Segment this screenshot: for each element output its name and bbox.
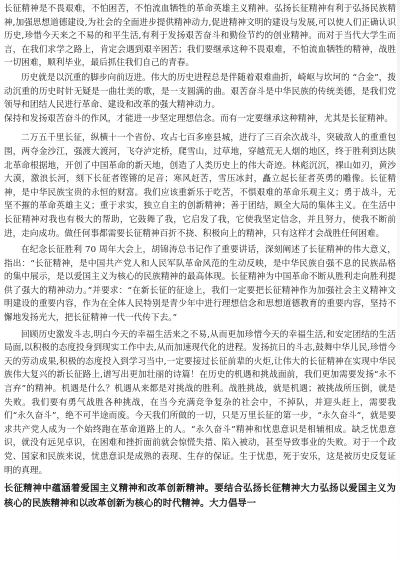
paragraph-4: 二万五千里长征，纵横十一个省份、攻占七百多座县城，进行了三百余次战斗，突破敌人的重重包围，两夺金沙江，强渡大渡河，飞夺泸定桥，爬雪山，过草地，穿越荒无人烟的地区，终于胜利到达陕北革命根据地，开创了中国革命的新天地，创造了人类历史上的伟大奇迹。林彪沉沉，裸山如刃，黄沙大漠，激浪长河，刻下长征者铿锵的足音；寒风赶苦，雪压冰封，矗立起长征者英勇的雕像。长征精神，是中华民族宝贵的永恒的财富。我们应该重新乐于吃苦，不惧艰难的革命乐观主义；勇于战斗，无坚不摧的革命英雄主义；重于求实，独立自主的创新精神；善于团结，顾全大局的集体主义。在生活中长征精神对我也有极大的帮助，它鼓舞了我，它启发了我，它使我坚定信念，并且努力，使我不断前进，走向成功。做任何事都需要长征精神百折不挠、积极向上的精神，只有这样才会战胜任何困难。 [4, 133, 396, 239]
highlight-paragraph: 长征精神中蕴涵着爱国主义精神和改革创新精神。要结合弘扬长征精神大力弘扬以爱国主义为核心的民族精神和以改革创新为核心的时代精神。大力倡导一 [4, 483, 396, 509]
paragraph-5: 在纪念长征胜利 70 周年大会上，胡锦涛总书记作了重要讲话，深刻阐述了长征精神的伟大意义，指出：“长征精神，是中国共产党人和人民军队革命风范的生动反映，是中华民族自强不息的民族品格的集中展示，是以爱国主义为核心的民族精神的最高体现。长征精神为中国革命不断从胜利走向胜利提供了强大的精神动力。”并要求：“在新长征的征途上，我们一定要把长征精神作为加强社会主义精神文明建设的重要内容，作为在全体人民特别是青少年中进行理想信念和思想道德教育的重要内容，坚持不懈地发扬光大，把长征精神一代一代传下去。” [4, 245, 396, 324]
document-page [4, 3, 396, 577]
paragraph-1: 长征精神是不畏艰难，不怕困苦，不怕流血牺牲的革命英雄主义精神。弘扬长征精神有利于弘扬民族精神,加强思想道德建设,为社会的全面进步提供精神动力,促进精神文明的建设与发展,可以使人们正确认识历史,珍惜今天来之不易的和平生活,有利于发扬艰苦奋斗和勤俭节约的创业精神。而对于当代大学生而言，在我们求学之路上，肯定会遇到艰辛困苦；我们要继承这种不畏艰难，不怕流血牺牲的精神，战胜一切困难，顺利毕业，最后抓住我们自己的青春。 [4, 4, 396, 69]
paragraph-2: 历史就是以沉重的脚步向前迈进。伟大的历史进程总是伴随着艰难曲折，崎岖与坎坷的 “合金”，拨动沉重的历史时针无疑是一曲壮美的歌，是一支圆满的曲。艰苦奋斗是中华民族的传统美德，是我们党领导和团结人民进行革命、建设和改革的强大精神动力。 [4, 72, 396, 111]
paragraph-3: 保持和发扬艰苦奋斗的作风，才能进一步坚定理想信念。而有一定要继承这种精神，尤其是长征精神。 [4, 113, 393, 124]
paragraph-6: 回顾历史激发斗志,明白今天的幸福生活来之不易,从而更加珍惜今天的幸福生活,和安定团结的生活局面,以积极的态度投身到现实工作中去,从而加速现代化的进程。发扬抗日的斗志,鼓舞中华儿民,珍惜今天的劳动成果,积极的态度投入到学习当中,一定要接过长征前辈的火炬,让伟大的长征精神在实现中华民族伟大复兴的新长征路上,谱写出更加壮丽的诗篇！在历史的机遇和挑战面前，我们更加需要发扬“永不言弃”的精神。机遇是什么？机遇从来都是对挑战的胜利。战胜挑战，就是机遇；被挑战所压倒，就是失败。我们要有勇气战胜各种挑战，在当今充满竞争复杂的社会中，不掉队，并迎头赶上，需要我们“永久奋斗”，绝不可半途而废。今天我们所做的一切，只是万里长征的第一步，“永久奋斗”，就是要求共产党人成为一个始终跑在革命道路上的人。“永久奋斗”精神和忧患意识是相辅相成。缺乏忧患意识，就没有远见卓识，在困难和挫折面前就会惊慌失措、陷入被动，甚至导致事业的失败。对于一个政党、国家和民族来说，忧患意识是成熟的表现、生存的保证。生于忧患，死于安乐，这是被历史反复证明的真理。 [4, 329, 396, 476]
